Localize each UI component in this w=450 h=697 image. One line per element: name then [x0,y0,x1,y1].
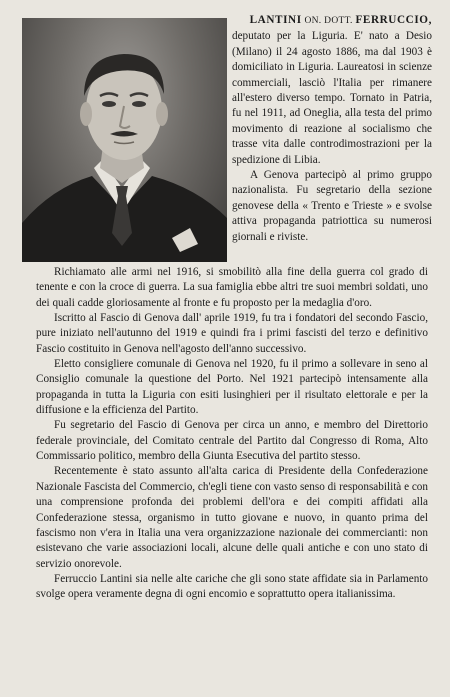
side-text-column [232,13,432,245]
body-paragraph: Fu segretario del Fascio di Genova per circa un anno, e membro del Direttorio federale provinciale, del Comitato centrale del Partito dal Congresso di Roma, Alto Commissario politico, membro della Giunta Esecutiva del partito stesso. [36,419,428,463]
header-line [232,13,432,29]
body-paragraph: Ferruccio Lantini sia nelle alte cariche che gli sono state affidate sia in Parlamento svolge opera veramente degna di ogni encomio e soprattutto opera italianissima. [36,572,428,601]
body-paragraph: Eletto consigliere comunale di Genova nel 1920, fu il primo a sollevare in seno al Consiglio comunale la questione del Porto. Nel 1921 partecipò intensamente alla propaganda in tutta la Liguria con esiti lusinghieri per il risultato elettorale e per la diffusione e la efficienza del Partito. [36,358,428,417]
body-paragraph: Recentemente è stato assunto all'alta carica di Presidente della Confederazione Nazionale Fascista del Commercio, ch'egli tiene con vasto senso di responsabilità e con una comprensione profonda dei problemi dell'ora e dei compiti affidati alla Confederazione stessa, organismo in tutto giovane e nuovo, in quanto prima del fascismo non v'era in Italia una vera organizzazione nazionale dei commercianti: non esistevano che varie associazioni locali, alcune delle quali antiche e con uno stato di servizio onorevole. [36,465,428,570]
side-paragraph: A Genova partecipò al primo gruppo nazionalista. Fu segretario della sezione genovese della « Trento e Trieste » e svolse attiva propaganda patriottica su numerosi giornali e riviste. [232,169,432,243]
portrait-photo [22,18,227,262]
body-text [36,265,428,603]
portrait-illustration [22,18,227,262]
subject-given-name: FERRUCCIO, [355,14,432,26]
subject-surname: LANTINI [249,14,302,26]
body-paragraph: Richiamato alle armi nel 1916, si smobilitò alla fine della guerra col grado di tenente e con la croce di guerra. La sua famiglia ebbe altri tre suoi membri soldati, uno dei quali cadde gloriosamente al fronte e fu proposto per la medaglia d'oro. [36,266,428,309]
side-paragraph: deputato per la Liguria. E' nato a Desio (Milano) il 24 agosto 1886, ma dal 1903 è domiciliato in Liguria. Laureatosi in scienze commerciali, lasciò l'Italia per rimanere all'estero diverso tempo. Tornato in Patria, fu nel 1911, ad Oneglia, alla testa del primo movimento di reazione al socialismo che trasse vita dalle controdimostrazioni per la spedizione di Libia. [232,30,432,166]
subject-title: ON. DOTT. [304,16,353,26]
body-paragraph: Iscritto al Fascio di Genova dall' aprile 1919, fu tra i fondatori del secondo Fascio, pure iniziato nell'autunno del 1919 e quindi fra i primi fascisti del terzo e definitivo Fascio costituito in Genova nell'agosto dell'anno successivo. [36,312,428,355]
